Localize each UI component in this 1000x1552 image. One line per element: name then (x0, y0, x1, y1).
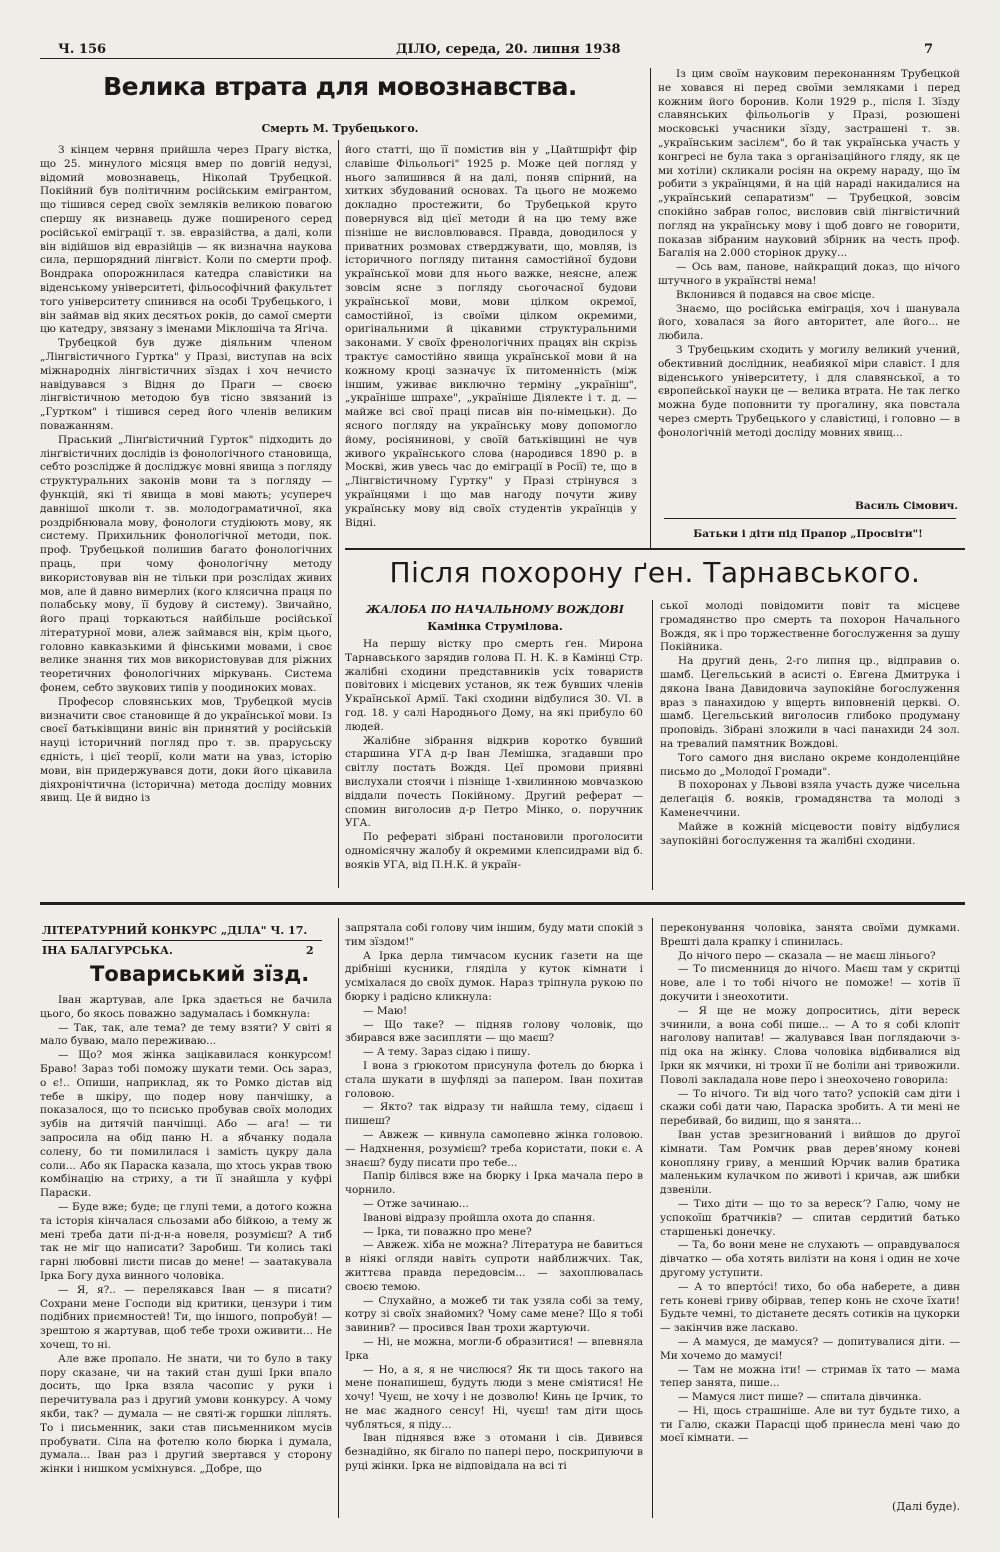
paragraph: — То писменниця до нічого. Маєш там у скритці нове, але і то тобі нічого не поможе! — хотів її докучити і знеохотити. (660, 963, 960, 1003)
paragraph: ської молоді повідомити повіт та місцеве громадянство про смерть та похорон Начального Вождя, як і про торжественне богослуження за душу Покійника. (660, 600, 960, 654)
paragraph: — А тему. Зараз сідаю і пишу. (363, 1046, 531, 1059)
section-rule (40, 902, 965, 905)
paragraph: — Так, так, але тема? де тему взяти? У світі я мало буваю, мало переживаю... (40, 1021, 332, 1048)
column-divider (338, 140, 339, 888)
paragraph: — Ось вам, панове, найкращий доказ, що нічого штучного в українстві нема! (658, 261, 960, 287)
article1-title: Велика втрата для мовознавства. (103, 72, 577, 101)
paragraph: — Мамуся лист пише? — спитала дівчинка. (678, 1391, 922, 1404)
paragraph: З Трубецьким сходить у могилу великий учений, обективний дослідник, неабиякої міри славіст. І для віденського університету, і для славянської, а то європейської науки це — велика втрата. Не так легко можна буде поповнити ту прогалину, яка повстала через смерть Трубецького у славістиці, і головно — в фонологічній методі досліду мовних явищ... (658, 343, 960, 439)
paragraph: З кінцем червня прийшла через Прагу вістка, що 25. минулого місяця вмер по довгій недузі, відомий мовознавець, Ніколай Трубецкой. Покійний був політичним російським емігрантом, що тішився серед своїх земляків великою повагою спершу як визнавець дуже поширеного серед російської еміграції т. зв. евразійства, а далі, коли він відійшов від евразійців — як визначна наукова сила, першорядний лінгвіст. Коли по смерти проф. Вондрака опорожнилася катедра славістики на віденському університеті, фільософічний факультет того університету спинився на особі Трубецького, і він займав від яких десятьох років, до самої смерти цю катедру, звязану з іменами Міклошіча та Ягіча. (40, 144, 332, 336)
paragraph: — Маю! (363, 1004, 408, 1017)
paragraph: На другий день, 2-го липня цр., відправив о. шамб. Цегельський в асисті о. Евгена Дмитрука і дяконa Івана Давидовича заупокійне богослуження враз з панахидою у вщерть виповненій церкві. О. шамб. Цегельський виголосив глибоко продуману проповідь. Зібрані зложили в часі панахиди 24 зол. на тревалий памятник Вождові. (660, 655, 960, 750)
paragraph: В похоронах у Львові взяла участь дуже чисельна делеґація б. вояків, громадянства та молоді з Каменеччини. (660, 779, 960, 819)
section-rule (345, 548, 965, 550)
article2-column-2 (660, 600, 960, 890)
masthead-date: ДІЛО, середа, 20. липня 1938 (396, 42, 621, 57)
article2-place: Камінка Струмілова. (427, 620, 563, 633)
paragraph: Праський „Лінґвістичний Гурток" підходить до лінґвістичних дослідів із фонологічного становища, себто розслідже й досліджує мовні явища з погляду структуральних законів мови та з погляду — функцій, які ті явища в мові мають; усупереч давнішої школи т. зв. молодограматичної, яка роздрібнювала мову, фонологи студіюють мову, як систему. Прихильник фонологічної методи, пок. проф. Трубецькой полишив багато фонологічних праць, при чому фонологічну методу використовував він не тільки при розслідах живих мов, але й давно вимерлих (кого клясична праця по полабську мову, її будову й систему). Звичайно, його праці торкаються найбільше російської літературної мови, алеж займався він, крім цього, головно кавказькими й фінськими мовами, і своє велике знання тих мов використовував для ріжних теоретичних фонологічних міркувань. Система фонем, себто звукових типів у поодиноких мовах. (40, 433, 332, 695)
rule (664, 518, 956, 519)
paragraph: — А то вперто́сі! тихо, бо оба наберете, а дивн геть коневі гриву обірвав, тепер конь не схоче їхати! Будьте чемні, то дістанете десять сотиків на цукорки — закінчив вже ласкаво. (660, 1280, 960, 1335)
page-number: 7 (924, 42, 934, 57)
paragraph: Папір білівся вже на бюрку і Ірка мачала перо в чорнило. (345, 1170, 643, 1197)
paragraph: — Я, я?.. — перелякався Іван — я писати? Сохрани мене Господи від критики, цензури і тим подібних приємностей! Ти, що іншого, попробуй! — зрештою я жартував, щоб тебе трохи оживити... Не хочеш, то ні. (40, 1283, 332, 1351)
article1-subtitle: Смерть М. Трубецького. (261, 122, 419, 135)
paragraph: Іван піднявся вже з отомани і сів. Дивився безнадійно, як бігало по папері перо, поскрипуючи в руці жінки. Ірка не відповідала на всі ті (345, 1432, 643, 1473)
paragraph: — Ні, не можна, могли-б образитися! — впевняла Ірка (345, 1335, 643, 1362)
story-column-2 (345, 922, 643, 1518)
article2-title: Після похорону ґен. Тарнавського. (389, 556, 921, 589)
article1-column-3 (658, 68, 960, 526)
paragraph: Трубецкой був дуже діяльним членом „Лінгвістичного Гуртка" у Празі, виступав на всіх міжнародніх лінгвістичних зїздах і хоч нечисто навідувався з Відня до Праги — своєю лінгвістичною методою був тісно звязаний із „Гуртком" і тішився серед його членів великим поважанням. (40, 337, 332, 432)
paragraph: — Отже зачинаю... (363, 1197, 469, 1210)
paragraph: Того самого дня вислано окреме кондоленційне письмо до „Молодої Громади". (660, 751, 960, 778)
paragraph: На першу вістку про смерть ґен. Мирона Тарнавського зарядив голова П. Н. К. в Камінці Стр. жалібні сходини представників усіх товариств повітових і місцевих установ, як теж бувших членів Української Армії. Такі сходини відбулися 30. VI. в год. 18. у салі Народнього Дому, на які прибуло 60 людей. (345, 638, 643, 733)
paragraph: Із цим своїм науковим переконанням Трубецкой не ховався ні перед своїми земляками і перед кожним його боронив. Коли 1929 р., після І. Зїзду славянських фільольогів у Празі, розюшені московські учасники зїзду, застрашені т. зв. „українським засілєм", бо й так українська участь у конгресі не була така з організаційного гляду, як це ми хотіли) скликали росіян на окрему нараду, що їм робити з українцями, й на цій нараді накидалися на „український сепаратизм" — Трубецкой, зовсім спокійно забрав голос, висловив свій лінгвістичний погляд на українську мову і щоб довго не говорити, показав зібраним науковий збірник на честь проф. Багалія на 2.000 сторінок друку... (658, 68, 960, 260)
signature: Василь Сімович. (855, 500, 958, 512)
to-be-continued: (Далі буде). (892, 1500, 960, 1513)
paragraph: — Тихо діти — що то за верескʼ? Галю, чому не успокоїш братчиків? — спитав сердитий батько старшенькі донечку. (660, 1197, 960, 1238)
paragraph: Іванові відразу пройшла охота до спання. (363, 1211, 596, 1224)
paragraph: Жалібне зібрання відкрив коротко бувший старшина УГА д-р Іван Лемішка, згадавши про світлу постать Вождя. Цеї промови приявні вислухали стоячи і пізніще 1-хвилинною мовчазкою віддали почесть Покійному. Другий реферат — спомин виголосив д-р Петро Мінко, о. поручник УГА. (345, 734, 643, 830)
paragraph: — Ні, щось страшніше. Але ви тут будьте тихо, а ти Галю, скажи Парасці щоб принесла мені чаю до моєї кімнати. — (660, 1404, 960, 1445)
paragraph: Іван жартував, але Ірка здається не бачила цього, бо якось поважно задумалась і бомкнула: (40, 994, 332, 1020)
paragraph: — А мамуся, де мамуся? — допитувалися діти. — Ми хочемо до мамусі! (660, 1335, 960, 1362)
paragraph: Іван устав зрезигнований і вийшов до другої кімнати. Там Ромчик рвав дерев’яному коневі конопляну гриву, а менший Юрчик валив братика маленьким кулачком по животі і кричав, аж шибки дзвеніли. (660, 1128, 960, 1197)
article2-section: ЖАЛОБА ПО НАЧАЛЬНОМУ ВОЖДОВІ (366, 603, 624, 616)
issue-number: Ч. 156 (58, 42, 107, 57)
paragraph: Але вже пропало. Не знати, чи то було в таку пору сказане, чи на такий стан душі Ірки впало досить, що Ірка взяла часопис у руки і перечитувала раз і другий умови конкурсу. А чому якби, так? — думала — не святі-ж горшки ліплять. То і письменник, заки став письменником мусів пробувати. Сіла на фотелю коло бюрка і думала, думала... Іван раз і другий звертався у сторону жінки і нишком усміхнувся. „Добре, що (40, 1352, 332, 1476)
paragraph: — Авжеж. хіба не можна? Література не бавиться в ніякі огляди навіть супроти найближчих. Так, життєва правда передовсім... — захоплювалась своєю темою. (345, 1239, 643, 1293)
column-divider (652, 600, 653, 890)
rule (42, 940, 322, 941)
column-divider (650, 68, 651, 548)
slogan: Батьки і діти під Прапор „Просвіти"! (693, 528, 923, 540)
paragraph: — Що? моя жінка зацікавилася конкурсом! Браво! Зараз тобі поможу шукати теми. Ось зараз, о є!.. Опиши, наприклад, як то Ромко дістав від тебе в шкіру, що подер нову панчішку, а показалося, що то псисько пробував своїх молодих зубів на дитячій панчішці. Або — ага! — ти запросила на обід паню Н. а ябчанку подала солену, бо ти помилилася і замість цукру дала соли... Або як Параска казала, що хтось украв твою комбінацію на стриху, а ти її знайшла у куфрі Параски. (40, 1049, 332, 1200)
article1-column-2 (345, 144, 637, 544)
paragraph: А Ірка дерла тимчасом кусник ґазети на ще дрібніші кусники, гляділа у куток кімнати і усміхалася до своїх думок. Нараз тріпнула рукою по бюрку і радісно кликнула: (345, 949, 643, 1003)
column-divider (338, 918, 339, 1518)
paragraph: переконування чоловіка, занята своїми думками. Врешті дала крапку і спинилась. (660, 922, 960, 948)
paragraph: — Що таке? — підняв голову чоловік, що збирався вже засипляти — що маєш? (345, 1018, 643, 1045)
paragraph: — Ірка, ти поважно про мене? (363, 1225, 532, 1238)
paragraph: — Авжеж — кивнула самопевно жінка головою. — Надхнення, розумієш? треба користати, поки є. А знаєш? буду писати про тебе... (345, 1128, 643, 1169)
header-rule (40, 58, 600, 59)
paragraph: — Там не можна іти! — стримав їх тато — мама тепер занята, пише... (660, 1363, 960, 1390)
article2-column-1 (345, 638, 643, 890)
paragraph: — Но, а я, я не числюся? Як ти щось такого на мене понапишеш, будуть люди з мене сміятися! Не хочу! Чуєш, не хочу і не дозволю! Кинь це Ірчик, то не має жадного сенсу! Ні, чуєш! там діти щось чубляться, я піду... (345, 1363, 643, 1431)
column-divider (652, 918, 653, 1518)
paragraph: — Буде вже; буде; це глупі теми, а дотого кожна та історія кінчалася сльозами або бійкою, а тему ж мені треба дати пі-д-н-а новеля, розумієш? А тиб так не міг що написати? Заробиш. Ти колись такі гарні любовні листи писав до мене! — заатакувала Ірка Богу духа винного чоловіка. (40, 1200, 332, 1282)
paragraph: його статті, що її помістив він у „Цайтшріфт фір славіше Фільольогі" 1925 р. Може цей погляд у нього залишився й на далі, поняв спірний, на хитких збудований основах. Та цього не можемо докладно простежити, бо Трубецькой круто повернувся від цієї методи й на цю тему вже пізніше не висловлювався. Правда, доводилося у приватних розмовах стверджувати, що, мовляв, із історичного погляду питання самостійної будови української мови для нього важке, неясне, алеж зовсім ясне з погляду сьогочасної будови української мови, мови цілком окремої, самостійної, із своїми цілком окремими, оригінальними й цікавими структуральними законами. У своїх френологічних працях він скрізь трактує самостійно явища української мови й на кожному кроці зазначує їх питоменність (між іншим, уживає виключно терміну „україніш", „україніше шпрахе", „україніше Діялекте і т. д. — майже всі свої праці писав він по-німецьки). До ясного погляду на українську мову допомогло йому, росіянинові, у своїй батьківщині не чув живого українського слова (народився 1890 р. в Москві, жив увесь час до еміграції в Росії) те, що в „Лінгвістичному Гуртку" у Празі стрінувся з українцями і що мав нагоду почути живу українську мову від своїх студентів українців у Відні. (345, 144, 637, 529)
story-column-3 (660, 922, 960, 1496)
paragraph: По рефераті зібрані постановили проголосити одномісячну жалобу й окремими клепсидрами від б. вояків УГА, від П.Н.К. й україн- (345, 831, 643, 871)
story-title: Товариський зїзд. (90, 962, 310, 986)
paragraph: І вона з ґрюкотом присунула фотель до бюрка і стала шукати в шуфляді за папером. Іван похитав головою. (345, 1059, 643, 1100)
paragraph: Знаємо, що російська еміграція, хоч і шанувала його, ховалася за його авторитет, але його... не любила. (658, 302, 960, 343)
paragraph: Вклонився й подався на своє місце. (676, 288, 875, 301)
paragraph: Майже в кожній місцевости повіту відбулися заупокійні богослуження та жалібні сходини. (660, 820, 960, 847)
paragraph: — Слухайно, а можеб ти так узяла собі за тему, котру зі своїх знайомих? Чому саме мене? Що я тобі завинив? — просився Іван трохи жартуючи. (345, 1294, 643, 1335)
paragraph: — Я ще не можу допроситись, діти вереск зчинили, а вона собі пише... — А то я собі клопіт наголову напитав! — жалувався Іван поглядаючи з-під ока на жінку. Слова чоловіка відбивалися від Ірки як мячики, ні трохи її не боліли ані тривожили. Поволі закладала нове перо і знеохочено говорила: (660, 1004, 960, 1086)
article1-column-1 (40, 144, 332, 888)
paragraph: Професор словянських мов, Трубецкой мусів визначити своє становище й до української мови. Із своєї батьківщини виніс він принятий у російській науці історичний погляд про т. зв. прарусьску єдність, і цієї теорії, коли мати на уваз, історію мови, він придержувався доти, доки його цікавила діяхронічтична (історична) метода досліду мовних явищ. Це й видно із (40, 695, 332, 805)
paragraph: — То нічого. Ти від чого тато? успокій сам діти і скажи собі дати чаю, Параска зробить. А ти мені не перебивай, бо видиш, що я занята... (660, 1087, 960, 1128)
paragraph: — Та, бо вони мене не слухають — оправдувалося дівчатко — оба хотять вилізти на коня і один не хоче другому уступити. (660, 1239, 960, 1279)
story-column-1 (40, 994, 332, 1518)
part-number: 2 (306, 944, 314, 957)
contest-heading: ЛІТЕРАТУРНИЙ КОНКУРС „ДІЛА" Ч. 17. (42, 924, 308, 937)
paragraph: До нічого перо — сказала — не маєш лінього? (678, 949, 936, 962)
paragraph: запряталa собі голову чим іншим, буду мати спокій з тим зїздом!" (345, 922, 643, 948)
author: ІНА БАЛАГУРСЬКА. (42, 944, 173, 957)
paragraph: — Якто? так відразу ти найшла тему, сідаєш і пишеш? (345, 1101, 643, 1128)
